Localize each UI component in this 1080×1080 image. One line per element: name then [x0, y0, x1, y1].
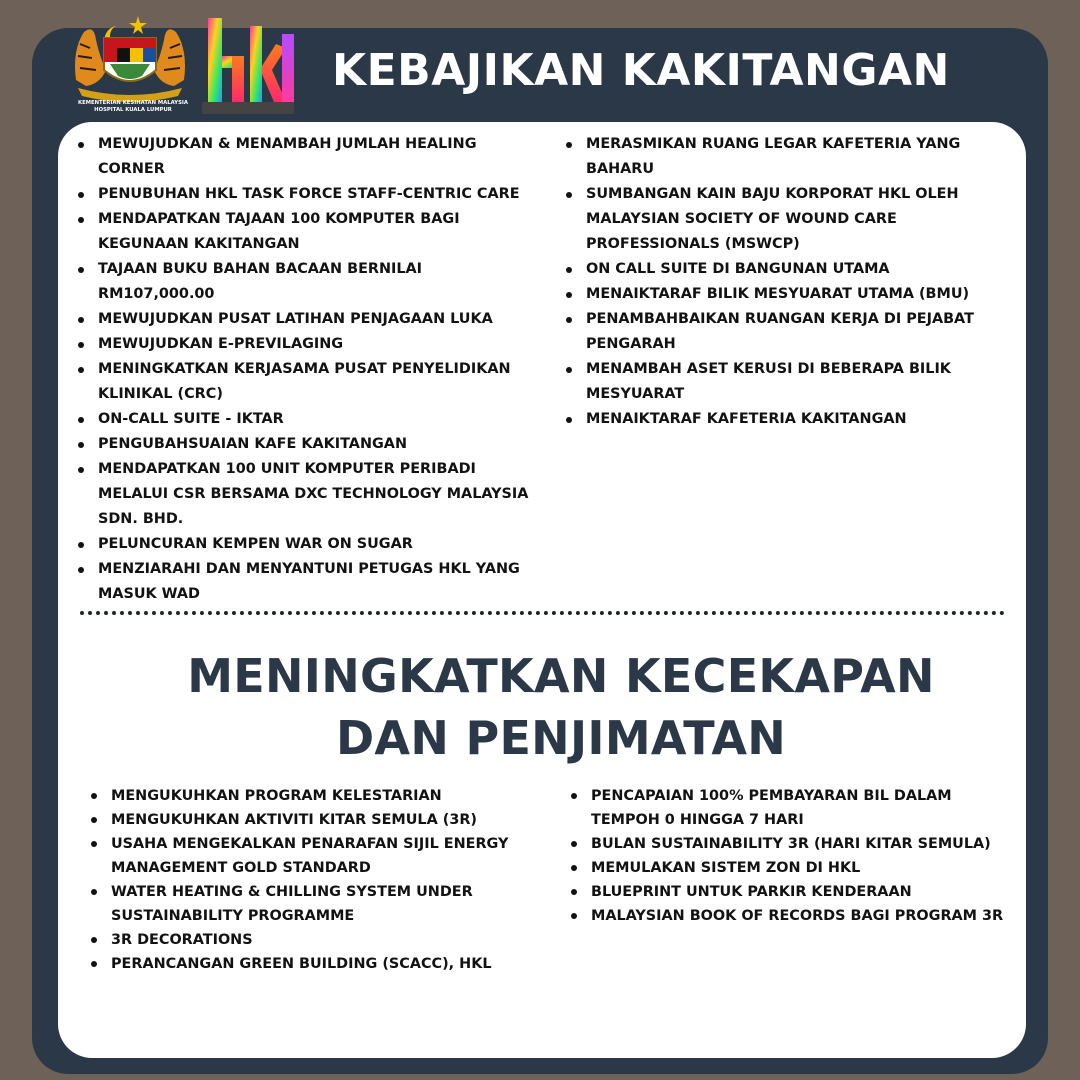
list-item: USAHA MENGEKALKAN PENARAFAN SIJIL ENERGY MANAGEMENT GOLD STANDARD: [85, 832, 525, 880]
header-title: KEBAJIKAN KAKITANGAN: [332, 45, 950, 96]
list-item: MENINGKATKAN KERJASAMA PUSAT PENYELIDIKAN KLINIKAL (CRC): [58, 357, 536, 407]
list-item: 3R DECORATIONS: [85, 928, 525, 952]
list-item: PENCAPAIAN 100% PEMBAYARAN BIL DALAM TEMPOH 0 HINGGA 7 HARI: [565, 784, 1015, 832]
crest-caption-line-1: KEMENTERIAN KESIHATAN MALAYSIA: [78, 100, 188, 106]
list-item: MEMULAKAN SISTEM ZON DI HKL: [565, 856, 1015, 880]
malaysia-coat-of-arms-icon: [70, 10, 190, 106]
list-item: BULAN SUSTAINABILITY 3R (HARI KITAR SEMULA): [565, 832, 1015, 856]
list-item: MENGUKUHKAN AKTIVITI KITAR SEMULA (3R): [85, 808, 525, 832]
list-item: MENDAPATKAN 100 UNIT KOMPUTER PERIBADI MELALUI CSR BERSAMA DXC TECHNOLOGY MALAYSIA SDN. BHD.: [58, 457, 536, 532]
list-item: MENGUKUHKAN PROGRAM KELESTARIAN: [85, 784, 525, 808]
list-item: WATER HEATING & CHILLING SYSTEM UNDER SUSTAINABILITY PROGRAMME: [85, 880, 525, 928]
crest-caption: [60, 100, 206, 114]
section2-title: [58, 645, 1064, 769]
list-item: MEWUJUDKAN E-PREVILAGING: [58, 332, 536, 357]
list-item: MALAYSIAN BOOK OF RECORDS BAGI PROGRAM 3R: [565, 904, 1015, 928]
list-item: MENZIARAHI DAN MENYANTUNI PETUGAS HKL YANG MASUK WAD: [58, 557, 536, 607]
section2-title-line-2: DAN PENJIMATAN: [335, 711, 787, 765]
list-item: MENDAPATKAN TAJAAN 100 KOMPUTER BAGI KEGUNAAN KAKITANGAN: [58, 207, 536, 257]
list-item: MENAIKTARAF BILIK MESYUARAT UTAMA (BMU): [546, 282, 986, 307]
list-item: ON-CALL SUITE - IKTAR: [58, 407, 536, 432]
list-item: MENAMBAH ASET KERUSI DI BEBERAPA BILIK MESYUARAT: [546, 357, 986, 407]
list-item: SUMBANGAN KAIN BAJU KORPORAT HKL OLEH MALAYSIAN SOCIETY OF WOUND CARE PROFESSIONALS (MSWCP): [546, 182, 986, 257]
list-item: MEWUJUDKAN PUSAT LATIHAN PENJAGAAN LUKA: [58, 307, 536, 332]
list-item: MEWUJUDKAN & MENAMBAH JUMLAH HEALING CORNER: [58, 132, 536, 182]
list-item: PENGUBAHSUAIAN KAFE KAKITANGAN: [58, 432, 536, 457]
section1-left-list: [58, 132, 536, 607]
list-item: TAJAAN BUKU BAHAN BACAAN BERNILAI RM107,000.00: [58, 257, 536, 307]
section2-left-list: [85, 784, 525, 976]
list-item: PENUBUHAN HKL TASK FORCE STAFF-CENTRIC CARE: [58, 182, 536, 207]
crest-caption-line-2: HOSPITAL KUALA LUMPUR: [94, 107, 172, 113]
section2-title-line-1: MENINGKATKAN KECEKAPAN: [187, 649, 935, 703]
list-item: BLUEPRINT UNTUK PARKIR KENDERAAN: [565, 880, 1015, 904]
section1-right-list: [546, 132, 986, 432]
list-item: MERASMIKAN RUANG LEGAR KAFETERIA YANG BAHARU: [546, 132, 986, 182]
section2-right-list: [565, 784, 1015, 928]
list-item: ON CALL SUITE DI BANGUNAN UTAMA: [546, 257, 986, 282]
list-item: PELUNCURAN KEMPEN WAR ON SUGAR: [58, 532, 536, 557]
list-item: PERANCANGAN GREEN BUILDING (SCACC), HKL: [85, 952, 525, 976]
dotted-divider: [80, 611, 1005, 615]
logo-area: [60, 8, 310, 120]
hkl-logo-icon: [200, 12, 296, 116]
list-item: PENAMBAHBAIKAN RUANGAN KERJA DI PEJABAT PENGARAH: [546, 307, 986, 357]
list-item: MENAIKTARAF KAFETERIA KAKITANGAN: [546, 407, 986, 432]
